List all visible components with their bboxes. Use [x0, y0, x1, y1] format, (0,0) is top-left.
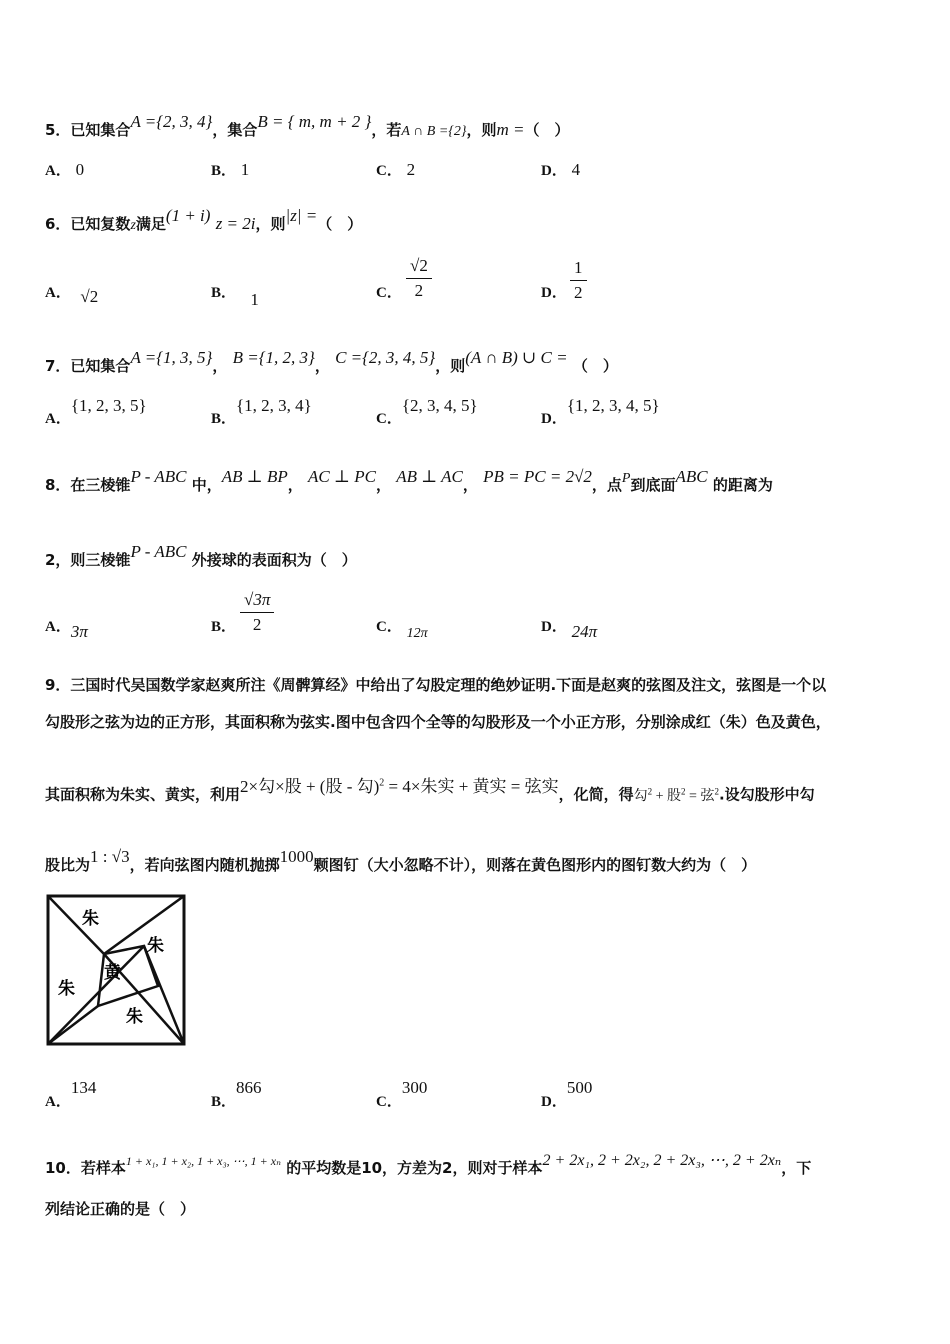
q10-suffix: ，下: [781, 1159, 812, 1177]
formula-exponent: 2: [714, 786, 719, 796]
question-8-line-2: [45, 542, 357, 570]
q8-option-c[interactable]: [376, 616, 428, 641]
q9-formula-1: [240, 777, 559, 796]
q10-mid: 的平均数是10，方差为2，则对于样本: [286, 1159, 543, 1177]
q8-cond-2: AC ⊥ PC: [308, 467, 376, 486]
option-label: A．: [45, 619, 71, 635]
q5-mid1: ，集合: [212, 121, 258, 139]
q8-option-d[interactable]: [541, 616, 598, 641]
q9-option-d[interactable]: [541, 1078, 593, 1112]
q5-set-b: B = { m, m + 2 }: [257, 112, 372, 131]
q7-set-a: A ={1, 3, 5}: [130, 348, 213, 367]
q5-mid3: ，则: [466, 121, 497, 139]
q7-set-c: C ={2, 3, 4, 5}: [335, 348, 436, 367]
option-label: C．: [376, 163, 402, 179]
question-10-line-2: 列结论正确的是（ ）: [45, 1200, 196, 1218]
label-red-left: 朱: [58, 979, 75, 999]
fraction-numerator: 1: [570, 258, 587, 281]
formula-part: = 弦: [685, 788, 715, 804]
q9-line4-prefix: 股比为: [45, 856, 91, 874]
chord-diagram: [46, 894, 186, 1046]
option-value: 3π: [70, 622, 88, 641]
formula-part: 2×勾×股 + (股 - 勾): [240, 776, 380, 796]
q6-option-d-fraction: [570, 258, 587, 303]
label-yellow-center: 黄: [104, 963, 121, 983]
fraction-numerator: √3π: [240, 590, 274, 613]
q5-suffix: （ ）: [524, 121, 570, 139]
q7-ask: (A ∩ B) ∪ C =: [465, 348, 568, 367]
option-label: C．: [376, 411, 402, 427]
q8-option-b[interactable]: [211, 616, 236, 637]
option-label: A．: [45, 285, 71, 301]
option-value: 1: [250, 290, 259, 309]
q8-sep: ，: [287, 476, 303, 494]
label-red-right: 朱: [147, 936, 164, 956]
q6-mid1: 满足: [135, 215, 166, 233]
q7-sep: ，: [314, 357, 330, 375]
q8-base: ABC: [675, 467, 708, 486]
q6-option-c[interactable]: [376, 282, 402, 303]
q7-option-b[interactable]: [211, 396, 312, 429]
option-value: 134: [70, 1078, 97, 1097]
q9-line3-mid: ，化简，得: [558, 785, 634, 804]
q8-solid: P - ABC: [130, 467, 187, 486]
q6-option-a[interactable]: [45, 282, 99, 306]
option-label: B．: [211, 619, 237, 635]
option-value: {2, 3, 4, 5}: [401, 396, 478, 415]
q8-cond-4: PB = PC = 2√2: [483, 467, 592, 486]
question-10: [45, 1151, 811, 1178]
q6-ask: |z| =: [285, 206, 318, 225]
q6-suffix: （ ）: [317, 215, 363, 233]
q9-ratio: 1 : √3: [90, 847, 130, 866]
q6-option-c-fraction: [406, 256, 432, 301]
q5-mid2: ，若: [371, 121, 402, 139]
q5-prefix: 5．已知集合: [45, 121, 131, 139]
q9-count: 1000: [279, 847, 314, 866]
q5-option-b[interactable]: [211, 160, 249, 181]
q5-set-a: A ={2, 3, 4}: [130, 112, 213, 131]
q9-line3-prefix: 其面积称为朱实、黄实，利用: [45, 785, 241, 804]
q8-mid4: 的距离为: [712, 476, 773, 494]
q8-sep: ，: [375, 476, 391, 494]
q6-prefix: 6．已知复数: [45, 215, 131, 233]
q9-option-c[interactable]: [376, 1078, 428, 1112]
q5-ask: m =: [496, 120, 525, 139]
formula-exponent: 2: [647, 786, 653, 796]
option-label: D．: [541, 285, 567, 301]
q8-mid3: 到底面: [630, 476, 676, 494]
fraction-denominator: 2: [252, 615, 262, 634]
q6-mid2: ，则: [255, 215, 286, 233]
option-label: D．: [541, 619, 567, 635]
option-label: D．: [541, 411, 567, 427]
question-9-line-2: 勾股形之弦为边的正方形，其面积称为弦实.图中包含四个全等的勾股形及一个小正方形，分别涂成红（朱）色及黄色，: [45, 713, 831, 731]
option-value: {1, 2, 3, 4}: [236, 396, 312, 415]
option-value: 500: [566, 1078, 593, 1097]
option-label: D．: [541, 1094, 567, 1110]
q7-set-b: B ={1, 2, 3}: [232, 348, 315, 367]
q8-point: P: [621, 471, 631, 486]
option-value: 866: [236, 1078, 262, 1097]
q7-option-a[interactable]: [45, 396, 147, 429]
q6-option-b[interactable]: [211, 282, 259, 309]
q7-sep: ，: [212, 357, 228, 375]
q7-option-c[interactable]: [376, 396, 478, 429]
q8-cond-3: AB ⊥ AC: [396, 467, 463, 486]
option-value: 0: [75, 160, 85, 179]
q8-option-a[interactable]: [45, 616, 88, 641]
q8-line2-suffix: 外接球的表面积为（ ）: [191, 551, 357, 569]
option-value: 12π: [406, 626, 428, 641]
option-label: C．: [376, 619, 402, 635]
question-7: [45, 348, 618, 376]
q10-sample-2: 2 + 2x₁, 2 + 2x₂, 2 + 2x₃, ⋯, 2 + 2xₙ: [542, 1152, 782, 1169]
q8-option-b-fraction: [240, 590, 274, 635]
option-value: {1, 2, 3, 4, 5}: [566, 396, 660, 415]
option-value: 4: [571, 160, 581, 179]
option-value: 24π: [571, 622, 598, 641]
fraction-denominator: 2: [414, 281, 424, 300]
q9-option-b[interactable]: [211, 1078, 262, 1112]
q9-option-a[interactable]: [45, 1078, 97, 1112]
option-value: 1: [240, 160, 250, 179]
option-label: B．: [211, 285, 237, 301]
q8-solid: P - ABC: [130, 542, 187, 561]
q9-line3-suffix: .设勾股形中勾: [718, 785, 815, 804]
question-9-line-1: 9．三国时代吴国数学家赵爽所注《周髀算经》中给出了勾股定理的绝妙证明.下面是赵爽的弦图及注文，弦图是一个以: [45, 676, 827, 694]
q7-option-d[interactable]: [541, 396, 660, 429]
option-label: B．: [211, 1094, 237, 1110]
option-label: A．: [45, 163, 71, 179]
q10-sample-1: 1 + x₁, 1 + x₂, 1 + x₃, ⋯, 1 + xₙ: [125, 1154, 281, 1168]
formula-part: 勾: [633, 788, 648, 804]
option-value: {1, 2, 3, 5}: [70, 396, 147, 415]
question-8: [45, 467, 773, 495]
q6-lhs: (1 + i): [165, 206, 211, 225]
question-5: [45, 112, 570, 142]
q8-mid2: ，点: [591, 476, 622, 494]
q7-suffix: （ ）: [572, 357, 618, 375]
question-9-line-4: [45, 847, 756, 875]
option-label: C．: [376, 285, 402, 301]
label-red-bottom: 朱: [126, 1007, 143, 1027]
formula-exponent: 2: [379, 777, 385, 788]
q5-option-a[interactable]: [45, 160, 84, 181]
label-red-top: 朱: [82, 909, 99, 929]
q7-mid: ，则: [435, 357, 466, 375]
q5-condition: A ∩ B ={2}: [401, 124, 467, 139]
option-label: A．: [45, 411, 71, 427]
option-value: √2: [80, 287, 99, 306]
q7-prefix: 7．已知集合: [45, 357, 131, 375]
q6-option-d[interactable]: [541, 282, 567, 303]
option-label: B．: [211, 163, 237, 179]
option-value: 2: [406, 160, 416, 179]
q10-prefix: 10．若样本: [45, 1159, 126, 1177]
q8-prefix: 8．在三棱锥: [45, 476, 131, 494]
fraction-denominator: 2: [574, 283, 583, 302]
q9-line4-suffix: 颗图钉（大小忽略不计），则落在黄色图形内的图钉数大约为（ ）: [313, 856, 757, 874]
q6-var: z: [130, 218, 136, 233]
q6-rhs: z = 2i: [215, 214, 256, 233]
q8-mid1: 中，: [191, 476, 222, 494]
q9-formula-2: [633, 786, 719, 804]
q8-cond-1: AB ⊥ BP: [221, 467, 288, 486]
q5-option-d[interactable]: [541, 160, 580, 181]
formula-exponent: 2: [681, 786, 686, 796]
option-label: A．: [45, 1094, 71, 1110]
triangle-edge: [48, 1006, 98, 1044]
q8-sep: ，: [462, 476, 478, 494]
fraction-numerator: √2: [406, 256, 432, 279]
option-label: D．: [541, 163, 567, 179]
option-label: B．: [211, 411, 237, 427]
formula-part: + 股: [652, 788, 682, 804]
question-6: [45, 206, 362, 236]
triangle-edge: [144, 946, 184, 1044]
q5-option-c[interactable]: [376, 160, 415, 181]
question-9-line-3: [45, 773, 815, 807]
formula-part: = 4×朱实 + 黄实 = 弦实: [384, 776, 559, 796]
q8-line2-prefix: 2，则三棱锥: [45, 551, 131, 569]
option-label: C．: [376, 1094, 402, 1110]
q9-line4-mid: ，若向弦图内随机抛掷: [129, 856, 280, 874]
option-value: 300: [401, 1078, 428, 1097]
